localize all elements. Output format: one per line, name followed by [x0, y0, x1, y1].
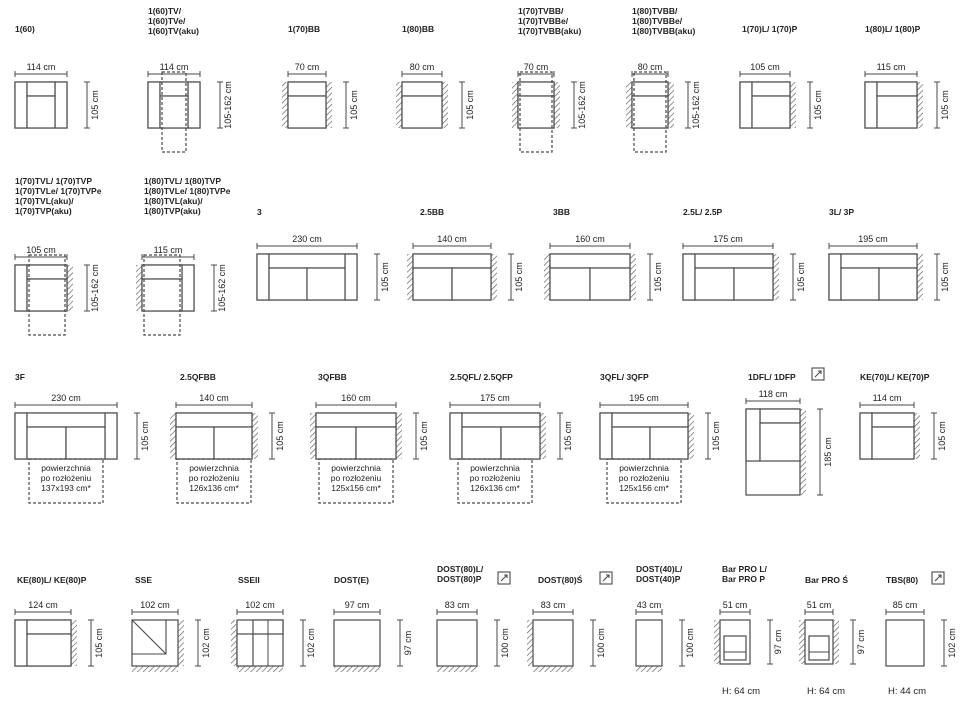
width-dimension: 115 cm: [153, 245, 183, 255]
module-m23[interactable]: [15, 575, 104, 666]
bed-surface-text: powierzchnia: [189, 463, 239, 473]
backrest: [176, 413, 252, 427]
storage-box-icon: [812, 368, 824, 380]
module-code: 1(70)TVBB/: [518, 6, 564, 16]
hatch-strip: [282, 82, 288, 128]
armrest: [15, 265, 27, 311]
hatch-strip: [326, 82, 332, 128]
module-code: Bar PRO P: [722, 574, 765, 584]
armrest: [15, 82, 27, 128]
bar-inner: [809, 636, 829, 660]
width-dimension: 80 cm: [637, 62, 663, 72]
hatch-strip: [396, 413, 402, 459]
module-code: Bar PRO L/: [722, 564, 767, 574]
width-dimension: 80 cm: [409, 62, 435, 72]
seat-cushion: [269, 268, 307, 300]
hatch-strip: [334, 666, 380, 672]
module-code: 1(60)TV/: [148, 6, 182, 16]
hatch-strip: [231, 620, 237, 666]
module-code: 1(70)BB: [288, 24, 321, 34]
module-code: KE(70)L/ KE(70)P: [860, 372, 930, 382]
depth-dimension: 105 cm: [90, 90, 100, 120]
backrest: [612, 413, 688, 427]
module-m2[interactable]: [148, 6, 233, 152]
module-m1[interactable]: [15, 24, 100, 128]
seat-cushion: [27, 279, 67, 311]
depth-dimension: 105-162 cm: [577, 81, 587, 129]
module-m24[interactable]: [132, 575, 211, 672]
width-dimension: 51 cm: [722, 600, 748, 610]
storage-box-icon: [600, 572, 612, 584]
depth-dimension: 105 cm: [563, 421, 573, 451]
depth-dimension: 105 cm: [349, 90, 359, 120]
depth-dimension: 105 cm: [813, 90, 823, 120]
backrest: [142, 265, 182, 279]
backrest: [316, 413, 396, 427]
module-code: 3QFBB: [318, 372, 347, 382]
height-note: H: 64 cm: [722, 686, 761, 697]
seat-cushion: [176, 427, 214, 459]
backrest: [160, 82, 188, 96]
height-note: H: 64 cm: [807, 686, 846, 697]
seat-cushion: [752, 96, 790, 128]
module-code: DOST(80)Ś: [538, 575, 583, 585]
seat-cushion: [160, 96, 188, 128]
backrest: [877, 82, 917, 96]
backrest: [872, 413, 914, 427]
seat-cushion: [288, 96, 326, 128]
module-code: DOST(40)P: [636, 574, 681, 584]
hatch-strip: [668, 82, 674, 128]
module-code: 1(80)TVP(aku): [144, 206, 201, 216]
depth-dimension: 105 cm: [711, 421, 721, 451]
module-code: 1(70)TVP(aku): [15, 206, 72, 216]
depth-dimension: 100 cm: [685, 628, 695, 658]
module-m3[interactable]: [282, 24, 359, 128]
width-dimension: 70 cm: [294, 62, 320, 72]
seat-cushion: [612, 427, 650, 459]
module-m11[interactable]: [257, 207, 390, 300]
module-m10[interactable]: [136, 176, 231, 335]
module-code: 1(60)TV(aku): [148, 26, 200, 36]
hatch-strip: [491, 254, 497, 300]
pouf-outline: [636, 620, 662, 666]
module-code: 1(80)TVLe/ 1(80)TVPe: [144, 186, 231, 196]
backrest: [269, 254, 345, 268]
hatch-strip: [773, 254, 779, 300]
hatch-strip: [714, 620, 720, 664]
module-m28[interactable]: [527, 572, 612, 672]
bed-surface-text: po rozłożeniu: [618, 473, 670, 483]
hatch-strip: [799, 620, 805, 664]
module-code: DOST(E): [334, 575, 369, 585]
hatch-strip: [914, 413, 920, 459]
depth-dimension: 105-162 cm: [691, 81, 701, 129]
seat-cushion: [214, 427, 252, 459]
depth-dimension: 97 cm: [856, 629, 866, 655]
module-code: 1(60)TVe/: [148, 16, 186, 26]
bed-surface-text: 126x136 cm*: [189, 483, 239, 493]
width-dimension: 83 cm: [444, 600, 470, 610]
armrest: [15, 413, 27, 459]
module-m5[interactable]: [512, 6, 587, 152]
hatch-strip: [396, 82, 402, 128]
hatch-strip: [540, 413, 546, 459]
depth-dimension: 105 cm: [653, 262, 663, 292]
width-dimension: 175 cm: [480, 393, 510, 403]
hatch-strip: [800, 409, 806, 495]
width-dimension: 124 cm: [28, 600, 58, 610]
module-code: 1(70)TVL/ 1(70)TVP: [15, 176, 92, 186]
seat-cushion: [316, 427, 356, 459]
pouf-outline: [334, 620, 380, 666]
armrest: [15, 620, 27, 666]
module-code: 1(70)TVL(aku)/: [15, 196, 74, 206]
width-dimension: 102 cm: [245, 600, 275, 610]
module-code: 2.5QFBB: [180, 372, 216, 382]
hatch-strip: [237, 666, 283, 672]
seat-cushion: [872, 427, 914, 459]
pouf-outline: [886, 620, 924, 666]
bed-surface-text: powierzchnia: [41, 463, 91, 473]
width-dimension: 195 cm: [858, 234, 888, 244]
seat-cushion: [27, 96, 55, 128]
module-code: 2.5L/ 2.5P: [683, 207, 723, 217]
width-dimension: 102 cm: [140, 600, 170, 610]
module-m12[interactable]: [407, 207, 524, 300]
bed-surface-text: po rozłożeniu: [188, 473, 240, 483]
depth-dimension: 102 cm: [306, 628, 316, 658]
depth-dimension: 105 cm: [940, 90, 950, 120]
width-dimension: 105 cm: [750, 62, 780, 72]
armrest: [257, 254, 269, 300]
module-m32[interactable]: [886, 572, 957, 697]
width-dimension: 85 cm: [892, 600, 918, 610]
depth-dimension: 105-162 cm: [217, 264, 227, 312]
module-m13[interactable]: [544, 207, 663, 300]
module-m9[interactable]: [15, 176, 102, 335]
hatch-strip: [833, 620, 839, 664]
hatch-strip: [442, 82, 448, 128]
hatch-strip: [170, 413, 176, 459]
module-m8[interactable]: [865, 24, 950, 128]
seat-cushion: [695, 268, 734, 300]
module-code: 1(80)TVBB/: [632, 6, 678, 16]
backrest: [841, 254, 917, 268]
hatch-strip: [67, 265, 73, 311]
hatch-strip: [790, 82, 796, 128]
depth-dimension: 105 cm: [380, 262, 390, 292]
seat-cushion: [356, 427, 396, 459]
module-m18[interactable]: [310, 372, 429, 503]
bed-surface-text: 125x156 cm*: [619, 483, 669, 493]
width-dimension: 160 cm: [575, 234, 605, 244]
seat-cushion: [142, 279, 182, 311]
seat-cushion: [501, 427, 540, 459]
depth-dimension: 102 cm: [201, 628, 211, 658]
width-dimension: 105 cm: [26, 245, 56, 255]
module-m19[interactable]: [450, 372, 573, 503]
bar-inner: [724, 636, 746, 660]
seat-cushion: [879, 268, 917, 300]
backrest: [27, 82, 55, 96]
armrest: [746, 409, 760, 461]
backrest: [27, 620, 71, 634]
bed-surface-text: 125x156 cm*: [331, 483, 381, 493]
hatch-strip: [688, 413, 694, 459]
seat-cushion: [518, 96, 554, 128]
hatch-strip: [636, 666, 662, 672]
module-code: 2.5BB: [420, 207, 445, 217]
width-dimension: 70 cm: [523, 62, 549, 72]
seat-cushion: [413, 268, 452, 300]
module-m16[interactable]: [15, 372, 150, 503]
hatch-strip: [533, 666, 573, 672]
bed-surface-text: po rozłożeniu: [469, 473, 521, 483]
module-code: SSE: [135, 575, 153, 585]
seat-cushion: [27, 427, 66, 459]
seat-cushion: [307, 268, 345, 300]
hatch-strip: [437, 666, 477, 672]
width-dimension: 114 cm: [872, 393, 902, 403]
module-m22[interactable]: [860, 372, 947, 459]
module-code: 1DFL/ 1DFP: [748, 372, 796, 382]
bed-surface-text: powierzchnia: [331, 463, 381, 473]
armrest: [683, 254, 695, 300]
seat-cushion: [760, 423, 800, 461]
module-code: Bar PRO Ś: [805, 575, 848, 585]
module-code: 1(70)L/ 1(70)P: [742, 24, 798, 34]
module-code: 1(70)TVLe/ 1(70)TVPe: [15, 186, 102, 196]
hatch-strip: [310, 413, 316, 459]
module-code: DOST(80)L/: [437, 564, 484, 574]
armrest: [148, 82, 160, 128]
hatch-strip: [178, 620, 184, 666]
armrest: [740, 82, 752, 128]
seat-cushion: [877, 96, 917, 128]
module-m6[interactable]: [626, 6, 701, 152]
module-code: 1(80)BB: [402, 24, 435, 34]
backrest: [27, 265, 67, 279]
armrest: [600, 413, 612, 459]
seat-cushion: [66, 427, 105, 459]
hatch-strip: [544, 254, 550, 300]
width-dimension: 51 cm: [806, 600, 832, 610]
hatch-strip: [132, 666, 178, 672]
hatch-strip: [407, 254, 413, 300]
hatch-strip: [554, 82, 560, 128]
module-code: 3QFL/ 3QFP: [600, 372, 649, 382]
module-code: 1(70)TVBBe/: [518, 16, 569, 26]
hatch-strip: [512, 82, 518, 128]
module-code: 1(80)TVBBe/: [632, 16, 683, 26]
armrest: [829, 254, 841, 300]
seat-cushion: [841, 268, 879, 300]
backrest: [462, 413, 540, 427]
width-dimension: 230 cm: [51, 393, 81, 403]
module-m29[interactable]: [636, 564, 695, 672]
width-dimension: 97 cm: [344, 600, 370, 610]
width-dimension: 115 cm: [876, 62, 906, 72]
bed-surface-text: powierzchnia: [619, 463, 669, 473]
armrest: [450, 413, 462, 459]
module-code: TBS(80): [886, 575, 919, 585]
module-code: 1(70)TVBB(aku): [518, 26, 582, 36]
seat-cushion: [402, 96, 442, 128]
module-code: SSEII: [238, 575, 260, 585]
module-code: 1(80)TVL/ 1(80)TVP: [144, 176, 221, 186]
depth-dimension: 105 cm: [514, 262, 524, 292]
seat-cushion: [650, 427, 688, 459]
module-m20[interactable]: [600, 372, 721, 503]
pouf-outline: [533, 620, 573, 666]
width-dimension: 43 cm: [636, 600, 662, 610]
height-note: H: 44 cm: [888, 686, 927, 697]
backrest: [695, 254, 773, 268]
seat-cushion: [734, 268, 773, 300]
depth-dimension: 105 cm: [419, 421, 429, 451]
bed-surface-text: 126x136 cm*: [470, 483, 520, 493]
armrest: [865, 82, 877, 128]
seat-cushion: [452, 268, 491, 300]
module-m25[interactable]: [231, 575, 316, 672]
armrest: [860, 413, 872, 459]
module-code: 3: [257, 207, 262, 217]
module-code: 3F: [15, 372, 25, 382]
module-code: 3L/ 3P: [829, 207, 855, 217]
module-m27[interactable]: [437, 564, 510, 672]
bed-surface-text: po rozłożeniu: [40, 473, 92, 483]
module-m30[interactable]: [714, 564, 783, 697]
module-code: 1(80)L/ 1(80)P: [865, 24, 921, 34]
module-m21[interactable]: [746, 368, 833, 495]
depth-dimension: 100 cm: [500, 628, 510, 658]
backrest: [550, 254, 630, 268]
width-dimension: 114 cm: [159, 62, 189, 72]
width-dimension: 118 cm: [758, 389, 788, 399]
depth-dimension: 105 cm: [94, 628, 104, 658]
depth-dimension: 105 cm: [796, 262, 806, 292]
module-m14[interactable]: [683, 207, 806, 300]
backrest: [27, 413, 105, 427]
module-m26[interactable]: [334, 575, 413, 672]
module-code: 1(80)TVL(aku)/: [144, 196, 203, 206]
depth-dimension: 185 cm: [823, 437, 833, 467]
width-dimension: 114 cm: [26, 62, 56, 72]
module-code: 2.5QFL/ 2.5QFP: [450, 372, 513, 382]
storage-box-icon: [498, 572, 510, 584]
depth-dimension: 105 cm: [940, 262, 950, 292]
module-m31[interactable]: [799, 574, 866, 697]
module-code: 1(60): [15, 24, 35, 34]
hatch-strip: [71, 620, 77, 666]
module-code: DOST(40)L/: [636, 564, 683, 574]
bed-surface-text: 137x193 cm*: [41, 483, 91, 493]
depth-dimension: 100 cm: [596, 628, 606, 658]
storage-box-icon: [932, 572, 944, 584]
module-m7[interactable]: [740, 24, 823, 128]
module-m15[interactable]: [829, 207, 950, 300]
width-dimension: 140 cm: [199, 393, 229, 403]
hatch-strip: [252, 413, 258, 459]
module-code: 1(80)TVBB(aku): [632, 26, 696, 36]
hatch-strip: [917, 82, 923, 128]
hatch-strip: [626, 82, 632, 128]
backrest: [752, 82, 790, 96]
hatch-strip: [136, 265, 142, 311]
depth-dimension: 105 cm: [465, 90, 475, 120]
seat-cushion: [27, 634, 71, 666]
backrest: [518, 82, 554, 96]
seat-cushion: [632, 96, 668, 128]
seat-cushion: [590, 268, 630, 300]
pouf-outline: [437, 620, 477, 666]
width-dimension: 195 cm: [629, 393, 659, 403]
width-dimension: 160 cm: [341, 393, 371, 403]
armrest: [182, 265, 194, 311]
armrest: [345, 254, 357, 300]
backrest: [632, 82, 668, 96]
width-dimension: 175 cm: [713, 234, 743, 244]
armrest: [55, 82, 67, 128]
depth-dimension: 105-162 cm: [90, 264, 100, 312]
depth-dimension: 105 cm: [140, 421, 150, 451]
width-dimension: 83 cm: [540, 600, 566, 610]
backrest: [760, 409, 800, 423]
module-m4[interactable]: [396, 24, 475, 128]
width-dimension: 140 cm: [437, 234, 467, 244]
depth-dimension: 102 cm: [947, 628, 957, 658]
width-dimension: 230 cm: [292, 234, 322, 244]
hatch-strip: [917, 254, 923, 300]
backrest-side: [237, 634, 253, 666]
depth-dimension: 105 cm: [937, 421, 947, 451]
hatch-strip: [527, 620, 533, 666]
backrest: [413, 254, 491, 268]
backrest: [288, 82, 326, 96]
module-code: DOST(80)P: [437, 574, 482, 584]
bed-surface-text: po rozłożeniu: [330, 473, 382, 483]
module-m17[interactable]: [170, 372, 285, 503]
hatch-strip: [630, 254, 636, 300]
seat-cushion: [550, 268, 590, 300]
module-code: KE(80)L/ KE(80)P: [17, 575, 87, 585]
module-code: 3BB: [553, 207, 571, 217]
bed-surface-text: powierzchnia: [470, 463, 520, 473]
depth-dimension: 97 cm: [403, 630, 413, 656]
depth-dimension: 97 cm: [773, 629, 783, 655]
depth-dimension: 105-162 cm: [223, 81, 233, 129]
seat-cushion: [462, 427, 501, 459]
armrest: [188, 82, 200, 128]
depth-dimension: 105 cm: [275, 421, 285, 451]
armrest: [105, 413, 117, 459]
backrest: [402, 82, 442, 96]
